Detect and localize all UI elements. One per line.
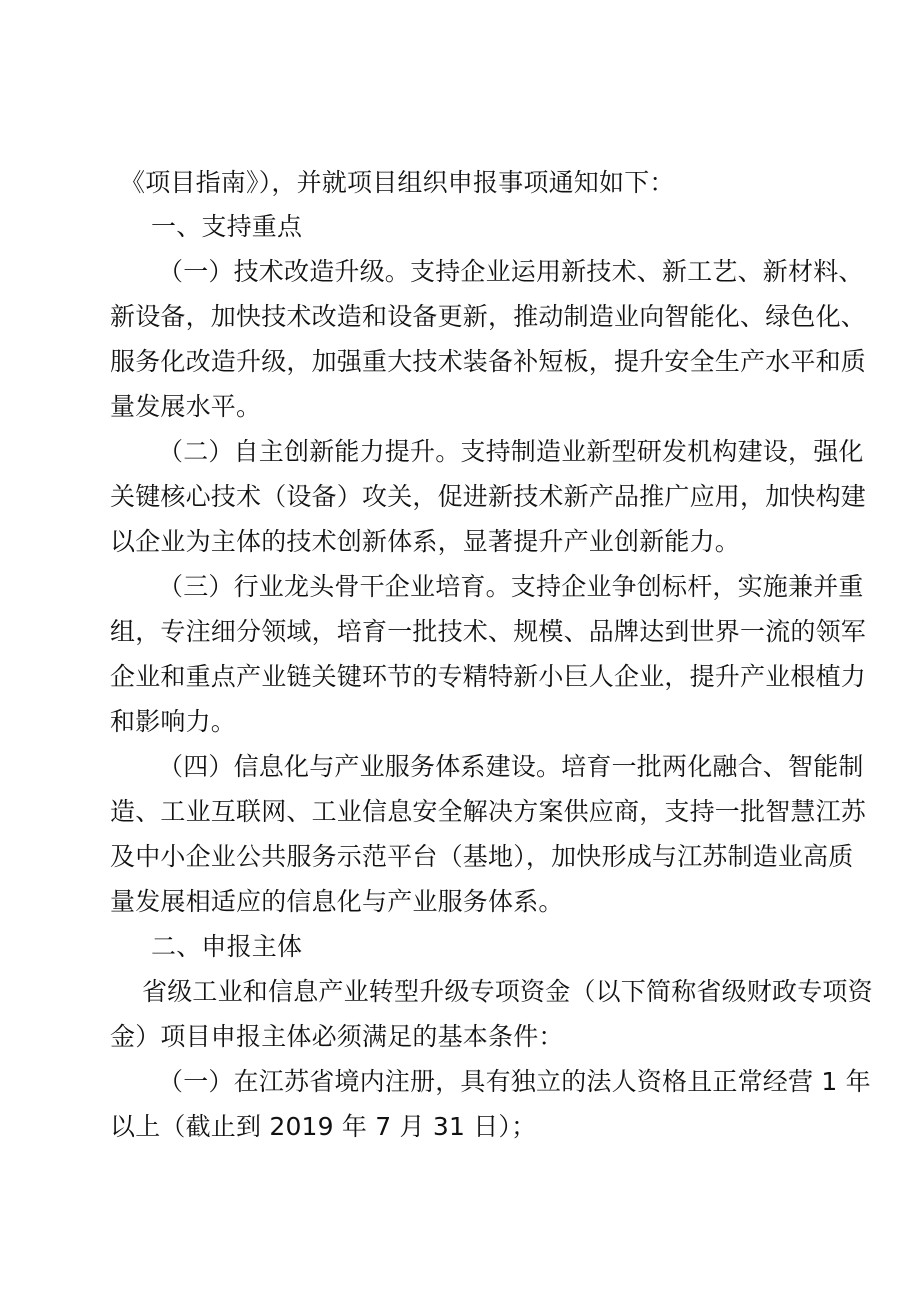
text-line-10: （三）行业龙头骨干企业培育。支持企业争创标杆，实施兼并重 <box>158 572 864 601</box>
section-heading-support-focus: 一、支持重点 <box>151 212 303 241</box>
text-line-1: 《项目指南》），并就项目组织申报事项通知如下： <box>120 168 675 197</box>
text-line-17: 量发展相适应的信息化与产业服务体系。 <box>110 887 564 916</box>
text-line-13: 和影响力。 <box>110 707 237 736</box>
text-line-16: 及中小企业公共服务示范平台（基地），加快形成与江苏制造业高质 <box>110 842 854 871</box>
text-line-11: 组，专注细分领域，培育一批技术、规模、品牌达到世界一流的领军 <box>110 617 867 646</box>
text-line-21: （一）在江苏省境内注册，具有独立的法人资格且正常经营 1 年 <box>158 1067 871 1096</box>
text-line-22: 以上（截止到 2019 年 7 月 31 日）； <box>110 1112 537 1141</box>
text-line-20: 金）项目申报主体必须满足的基本条件： <box>110 1022 564 1051</box>
text-line-14: （四）信息化与产业服务体系建设。培育一批两化融合、智能制 <box>158 752 864 781</box>
text-line-6: 量发展水平。 <box>110 392 262 421</box>
text-line-3: （一）技术改造升级。支持企业运用新技术、新工艺、新材料、 <box>158 257 864 286</box>
text-line-15: 造、工业互联网、工业信息安全解决方案供应商，支持一批智慧江苏 <box>110 797 867 826</box>
text-line-4: 新设备，加快技术改造和设备更新，推动制造业向智能化、绿色化、 <box>110 302 867 331</box>
text-line-5: 服务化改造升级，加强重大技术装备补短板，提升安全生产水平和质 <box>110 347 867 376</box>
text-line-19: 省级工业和信息产业转型升级专项资金（以下简称省级财政专项资 <box>142 977 873 1006</box>
section-heading-applicant: 二、申报主体 <box>151 932 303 961</box>
text-line-12: 企业和重点产业链关键环节的专精特新小巨人企业，提升产业根植力 <box>110 662 867 691</box>
text-line-8: 关键核心技术（设备）攻关，促进新技术新产品推广应用，加快构建 <box>110 482 867 511</box>
text-line-9: 以企业为主体的技术创新体系，显著提升产业创新能力。 <box>110 527 741 556</box>
text-line-7: （二）自主创新能力提升。支持制造业新型研发机构建设，强化 <box>158 437 864 466</box>
